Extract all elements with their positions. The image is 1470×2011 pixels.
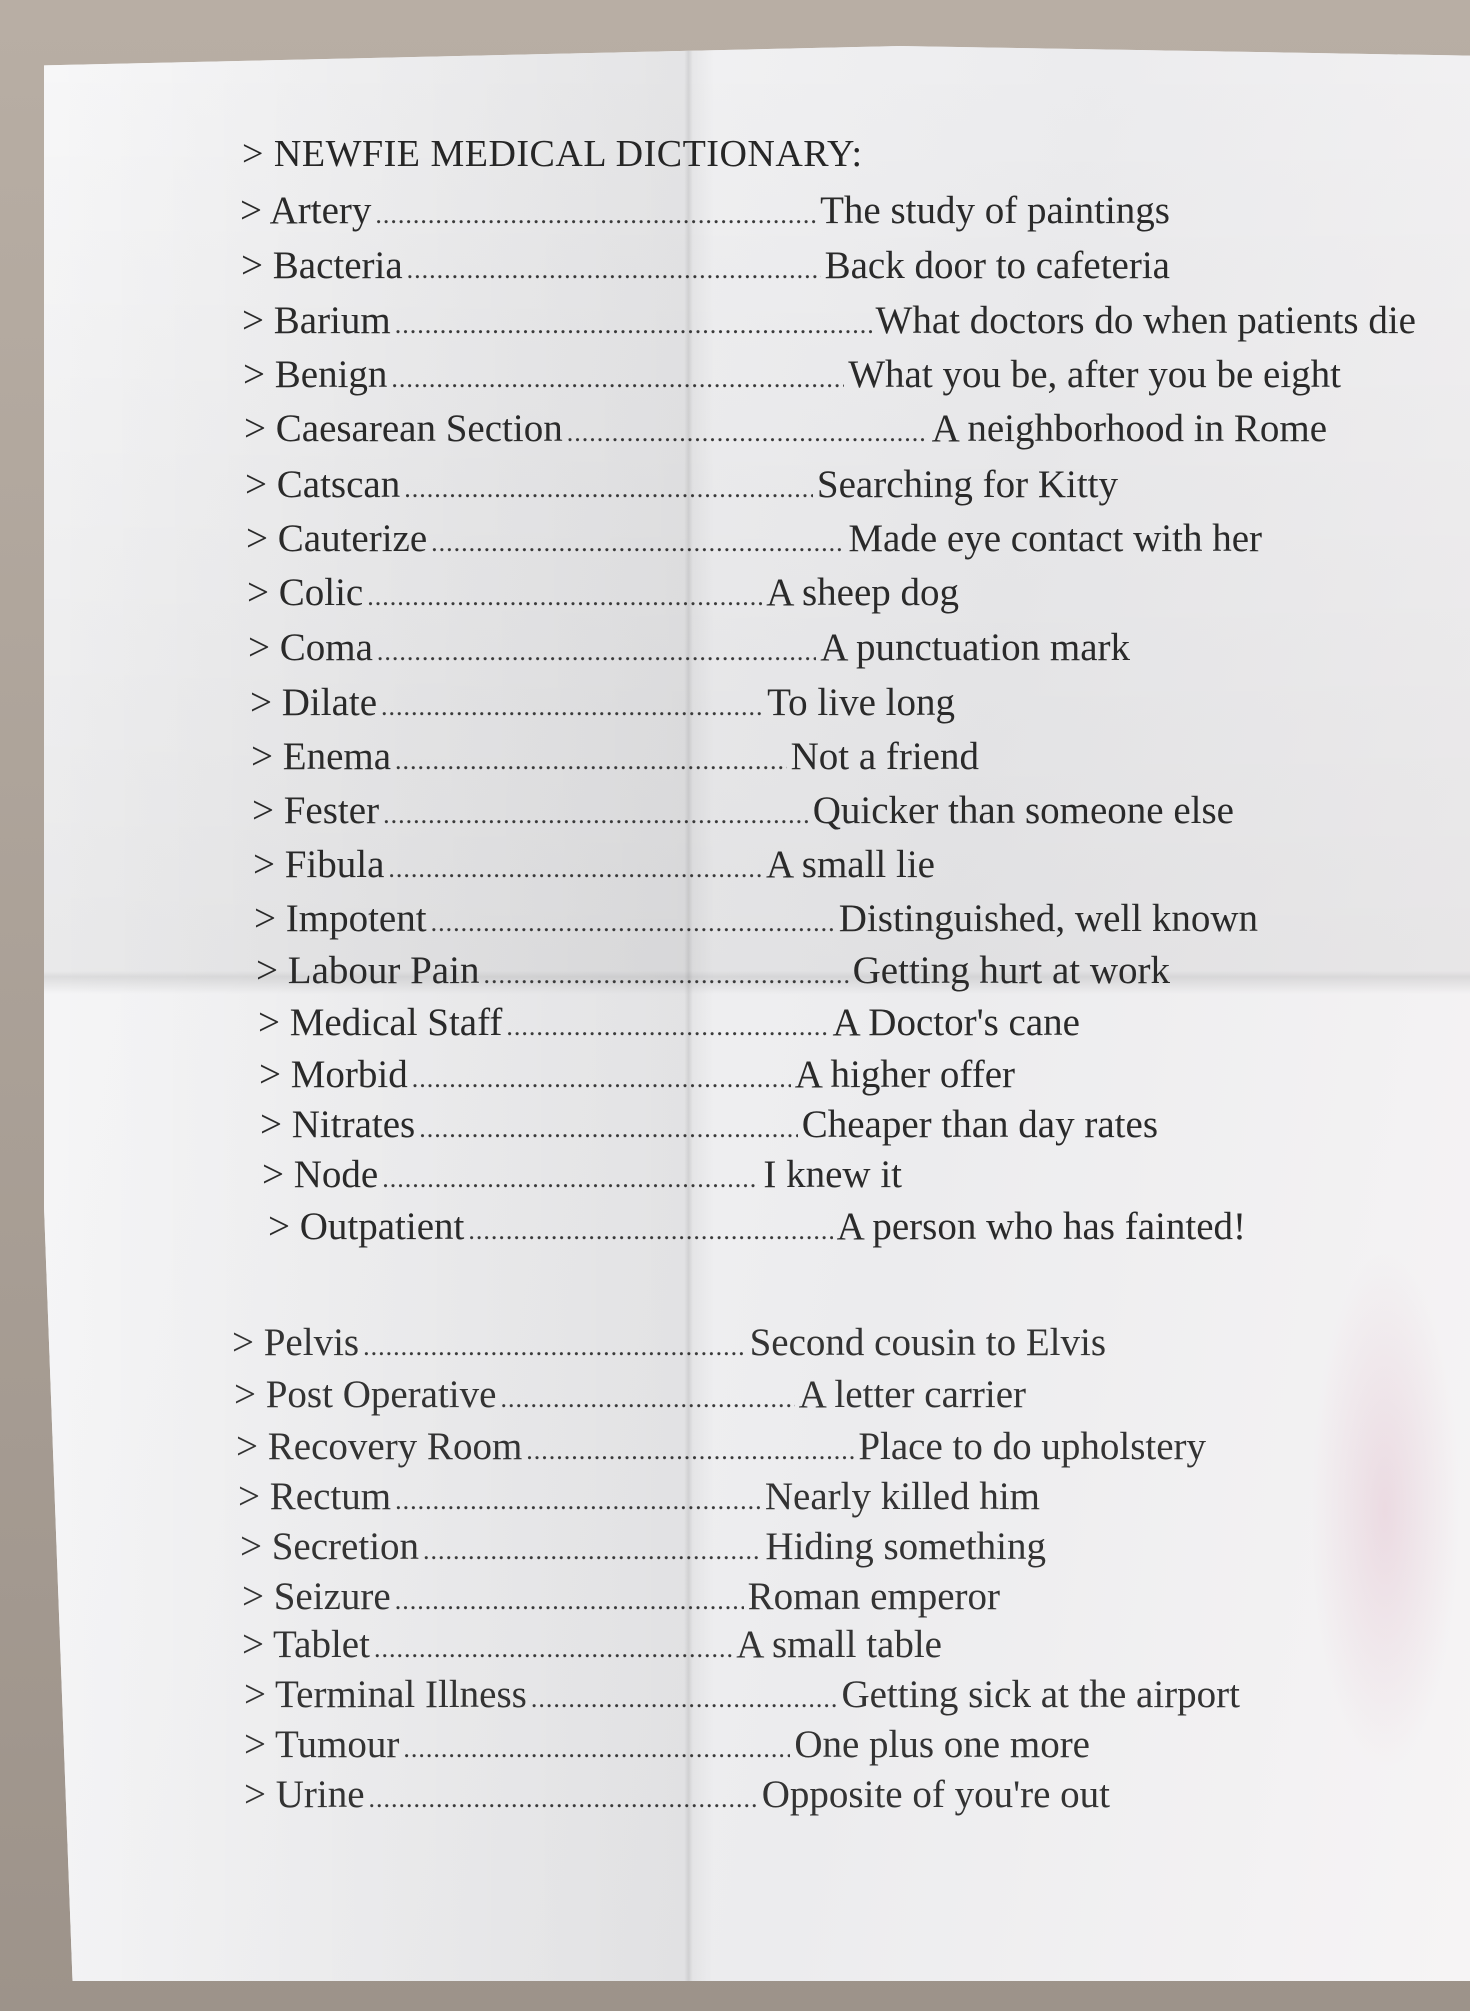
entry-term: > Pelvis [232, 1321, 360, 1364]
entry-definition: Made eye contact with her [848, 517, 1262, 560]
leader-dots [363, 1332, 746, 1362]
leader-dots [382, 1164, 759, 1194]
leader-dots [407, 255, 821, 285]
dictionary-entry [244, 406, 1327, 451]
entry-definition: Roman emperor [747, 1575, 1000, 1618]
dictionary-entry [262, 1152, 902, 1197]
entry-term: > Recovery Room [236, 1425, 523, 1468]
entry-term: > Cauterize [246, 517, 428, 560]
entry-term: > Labour Pain [256, 949, 480, 992]
dictionary-entry [244, 1672, 1240, 1717]
dictionary-entry [254, 896, 1258, 941]
entry-term: > Enema [251, 735, 392, 778]
dictionary-entry [258, 1000, 1080, 1045]
dictionary-entry [244, 1772, 1110, 1817]
entry-definition: A higher offer [794, 1053, 1015, 1096]
leader-dots [375, 200, 816, 230]
entry-definition: Back door to cafeteria [824, 244, 1170, 287]
entry-definition: A small table [736, 1623, 942, 1666]
dictionary-entry [250, 680, 955, 725]
dictionary-entry [256, 948, 1170, 993]
leader-dots [374, 1634, 732, 1664]
entry-term: > Terminal Illness [244, 1673, 527, 1716]
leader-dots [567, 418, 928, 448]
entry-definition: A letter carrier [798, 1373, 1026, 1416]
dictionary-entry [242, 1574, 1000, 1619]
entry-definition: Cheaper than day rates [801, 1103, 1158, 1146]
leader-dots [531, 1684, 838, 1714]
leader-dots [395, 1486, 761, 1516]
dictionary-entry [246, 516, 1262, 561]
dictionary-entry [238, 1474, 1040, 1519]
dictionary-entry [241, 243, 1170, 288]
entry-term: > Barium [242, 299, 391, 342]
entry-definition: Hiding something [765, 1525, 1046, 1568]
entry-definition: A punctuation mark [820, 626, 1130, 669]
dictionary-entry [244, 1722, 1090, 1767]
entry-term: > Rectum [238, 1475, 392, 1518]
leader-dots [483, 960, 848, 990]
entry-term: > Coma [248, 626, 373, 669]
dictionary-entry [260, 1102, 1158, 1147]
entry-definition: A small lie [766, 843, 935, 886]
entry-definition: What doctors do when patients die [875, 299, 1416, 342]
dictionary-entry [243, 352, 1341, 397]
entry-term: > Artery [240, 189, 372, 232]
leader-dots [367, 582, 762, 612]
leader-dots [412, 1064, 791, 1094]
dictionary-entry [251, 734, 979, 779]
entry-term: > Bacteria [241, 244, 403, 287]
leader-dots [423, 1536, 761, 1566]
entry-definition: A Doctor's cane [832, 1001, 1080, 1044]
entry-definition: The study of paintings [820, 189, 1170, 232]
entry-definition: A person who has fainted! [836, 1205, 1246, 1248]
leader-dots [431, 908, 835, 938]
leader-dots [388, 854, 762, 884]
dictionary-entry [245, 462, 1118, 507]
entry-term: > Dilate [250, 681, 378, 724]
dictionary-entry [234, 1372, 1026, 1417]
entry-term: > Medical Staff [258, 1001, 503, 1044]
leader-dots [395, 1586, 744, 1616]
dictionary-entry [247, 570, 959, 615]
leader-dots [500, 1384, 794, 1414]
entry-definition: Opposite of you're out [761, 1773, 1110, 1816]
entry-term: > Node [262, 1153, 379, 1196]
entry-definition: Quicker than someone else [812, 789, 1234, 832]
leader-dots [468, 1216, 832, 1246]
entry-term: > Seizure [242, 1575, 391, 1618]
entry-term: > Secretion [240, 1525, 420, 1568]
entry-definition: Searching for Kitty [816, 463, 1118, 506]
entry-term: > Fester [252, 789, 380, 832]
entry-term: > Caesarean Section [244, 407, 563, 450]
entry-definition: Second cousin to Elvis [749, 1321, 1106, 1364]
dictionary-entry [240, 1524, 1046, 1569]
leader-dots [391, 364, 844, 394]
entry-definition: Not a friend [790, 735, 979, 778]
leader-dots [506, 1012, 828, 1042]
leader-dots [395, 746, 787, 776]
leader-dots [404, 474, 813, 504]
leader-dots [369, 1784, 758, 1814]
dictionary-entry [242, 1622, 942, 1667]
leader-dots [381, 692, 763, 722]
leader-dots [395, 310, 872, 340]
entry-term: > Colic [247, 571, 364, 614]
dictionary-entry [240, 188, 1170, 233]
entry-definition: Place to do upholstery [858, 1425, 1206, 1468]
dictionary-entry [242, 298, 1416, 343]
entry-term: > Urine [244, 1773, 365, 1816]
entry-definition: What you be, after you be eight [848, 353, 1341, 396]
entry-term: > Outpatient [268, 1205, 465, 1248]
entry-term: > Benign [243, 353, 388, 396]
entry-term: > Post Operative [234, 1373, 497, 1416]
leader-dots [383, 800, 809, 830]
entry-term: > Morbid [259, 1053, 408, 1096]
entry-definition: One plus one more [794, 1723, 1090, 1766]
entry-term: > Impotent [254, 897, 427, 940]
entry-term: > Tumour [244, 1723, 400, 1766]
entry-term: > Catscan [245, 463, 401, 506]
dictionary-entry [253, 842, 935, 887]
dictionary-entry [268, 1204, 1246, 1249]
entry-definition: Getting sick at the airport [841, 1673, 1240, 1716]
document-title: > NEWFIE MEDICAL DICTIONARY: [242, 133, 863, 175]
entry-definition: Nearly killed him [764, 1475, 1040, 1518]
entry-definition: I knew it [763, 1153, 902, 1196]
leader-dots [377, 637, 816, 667]
leader-dots [526, 1436, 854, 1466]
leader-dots [403, 1734, 790, 1764]
entry-term: > Nitrates [260, 1103, 416, 1146]
entry-definition: A neighborhood in Rome [931, 407, 1327, 450]
entry-definition: To live long [767, 681, 955, 724]
entry-definition: A sheep dog [766, 571, 959, 614]
entry-term: > Tablet [242, 1623, 370, 1666]
dictionary-entry [232, 1320, 1106, 1365]
entry-definition: Getting hurt at work [852, 949, 1170, 992]
leader-dots [431, 528, 844, 558]
dictionary-entry [259, 1052, 1015, 1097]
dictionary-entry [252, 788, 1234, 833]
leader-dots [419, 1114, 798, 1144]
dictionary-entry [248, 625, 1130, 670]
dictionary-entry [236, 1424, 1206, 1469]
entry-term: > Fibula [253, 843, 385, 886]
entry-definition: Distinguished, well known [838, 897, 1258, 940]
